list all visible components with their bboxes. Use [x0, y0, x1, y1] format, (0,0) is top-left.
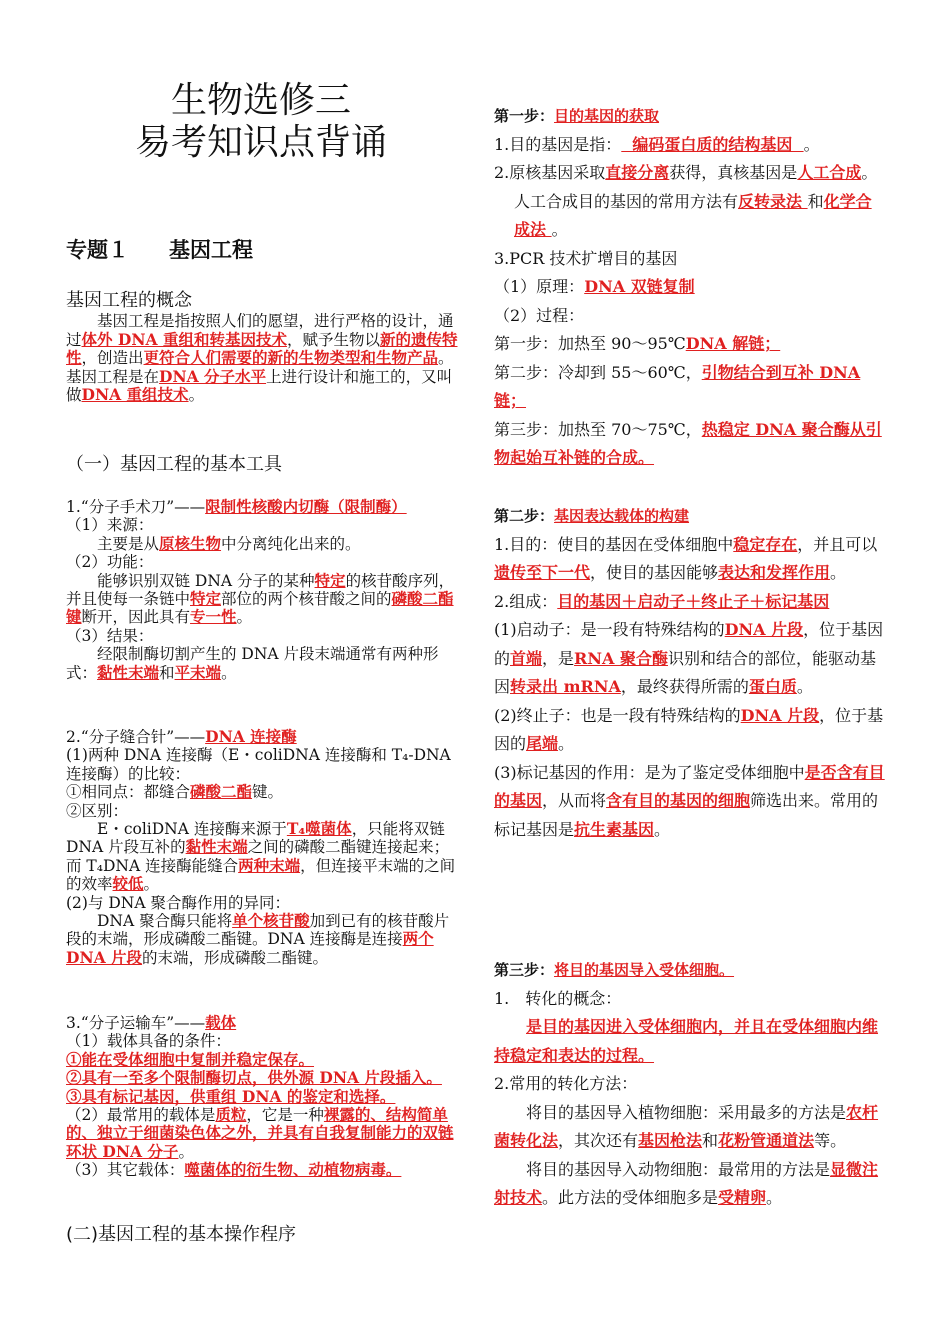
text: 。 — [796, 677, 813, 696]
highlight: 蛋白质 — [748, 677, 797, 696]
knife-title — [66, 498, 458, 516]
highlight: DNA 连接酶 — [205, 727, 297, 746]
pcr-process-label: （2）过程： — [494, 305, 585, 325]
text: 加到已有的核苷酸片段的末端，形成磷酸二酯键。DNA 连接酶是连接 — [66, 912, 450, 949]
marker-text — [494, 759, 886, 845]
text: 。 — [654, 819, 671, 839]
highlight: 黏性末端 — [185, 837, 248, 857]
text: 。 — [803, 134, 820, 154]
text: 第二步：冷却到 55～60℃， — [494, 362, 702, 382]
highlight: 体外 DNA 重组和转基因技术 — [81, 329, 287, 349]
highlight: 特定 — [314, 570, 346, 590]
text: 将目的基因导入动物细胞：最常用的方法是 — [526, 1159, 831, 1179]
step1-title — [494, 102, 886, 131]
highlight: 磷酸二酯 — [190, 782, 253, 802]
text: 识别和结合的部位，能驱动基因 — [494, 648, 876, 696]
text: 。 — [766, 1188, 783, 1207]
other-vector — [66, 1161, 458, 1179]
text: (2)终止子：也是一段有特殊结构的 — [494, 705, 741, 725]
text: 和 — [159, 663, 175, 682]
source-text — [66, 535, 458, 553]
text: 部位的两个核苷酸之间的 — [221, 590, 392, 609]
step2-section — [494, 502, 886, 844]
compare-text: (1)两种 DNA 连接酶（E・coliDNA 连接酶和 T₄-DNA 连接酶）的比较： — [66, 746, 451, 783]
highlight: 将目的基因导入受体细胞。 — [554, 961, 735, 979]
text: （3）其它载体： — [66, 1161, 185, 1180]
function-text — [66, 572, 458, 627]
highlight: 单个核苷酸 — [232, 911, 310, 931]
concept-section — [66, 292, 458, 404]
highlight: DNA 片段 — [740, 705, 820, 725]
text: 上进行设计和施工的，又叫做 — [66, 367, 453, 405]
text: ，它是一种 — [246, 1106, 324, 1125]
highlight: 载体 — [205, 1013, 237, 1032]
result-text — [66, 645, 458, 682]
text: 3.“分子运输车”—— — [66, 1014, 206, 1032]
highlight: 花粉管通道法 — [718, 1131, 815, 1150]
text: 之间的磷酸二酯键连接起来；而 T₄DNA 连接酶能缝合 — [66, 838, 450, 875]
highlight: T₄噬菌体 — [286, 819, 352, 839]
text: 等。 — [814, 1131, 847, 1150]
text: 第二步： — [494, 507, 555, 525]
highlight: 热稳定 DNA 聚合酶从引物起始互补链的合成。 — [494, 419, 882, 467]
text: 。人工合成目的基因的常用方法有 — [514, 163, 878, 211]
step3-title — [494, 956, 886, 985]
text: 。 — [236, 608, 253, 627]
diff-label: ②区别： — [66, 801, 129, 820]
highlight: 原核生物 — [159, 533, 222, 553]
highlight: 是否含有目的基因 — [494, 762, 885, 810]
text: （2）最常用的载体是 — [66, 1106, 216, 1125]
highlight: 新的遗传特性 — [66, 329, 458, 368]
text: 。 — [188, 386, 205, 405]
highlight: 基因枪法 — [638, 1131, 703, 1150]
text: ，位于基因的 — [494, 705, 884, 753]
title-line-2: 易考知识点背诵 — [134, 122, 387, 163]
text: 经限制酶切割产生的 DNA 片段末端通常有两种形式： — [66, 645, 439, 682]
highlight: 首端 — [510, 648, 543, 668]
text: 。 — [830, 563, 847, 582]
topic-name: 基因工程 — [169, 238, 253, 262]
highlight: 目的基因＋启动子＋终止子＋标记基因 — [557, 591, 830, 611]
step2-item-2 — [494, 588, 886, 617]
text: 2.组成： — [494, 591, 558, 611]
step3-item-2: 2.常用的转化方法： — [494, 1074, 638, 1093]
highlight: 编码蛋白质的结构基因 — [621, 134, 804, 154]
text: 和 — [807, 191, 824, 211]
highlight: 更符合人们需要的新的生物类型和生物产品 — [143, 348, 439, 368]
text: ①相同点：都缝合 — [66, 783, 191, 802]
source-label: （1）来源： — [66, 516, 154, 535]
text: 1.“分子手术刀”—— — [66, 498, 206, 516]
concept-paragraph — [66, 312, 458, 404]
step2-title — [494, 502, 886, 531]
step3-item-1: 1. 转化的概念： — [494, 988, 622, 1008]
concept-heading: 基因工程的概念 — [66, 290, 192, 311]
text: ，最终获得所需的 — [620, 677, 749, 696]
text: 获得，真核基因是 — [669, 163, 798, 182]
condition-2: ②具有一至多个限制酶切点，供外源 DNA 片段插入。 — [66, 1068, 442, 1088]
diff-text — [66, 820, 458, 894]
text: 断开，因此具有 — [81, 608, 191, 627]
step1-section — [494, 102, 886, 473]
text: 。 — [143, 875, 160, 894]
highlight: DNA 双链复制 — [584, 277, 695, 296]
text: ，但连接平末端的之间的效率 — [66, 856, 456, 894]
text: (1)启动子：是一段有特殊结构的 — [494, 620, 725, 639]
text: 能够识别双链 DNA 分子的某种 — [97, 571, 315, 590]
text: 将目的基因导入植物细胞：采用最多的方法是 — [526, 1102, 847, 1122]
highlight: 显微注射技术 — [494, 1159, 879, 1207]
common-vector — [66, 1106, 458, 1161]
plant-method — [494, 1099, 886, 1156]
ligase-section — [66, 728, 458, 967]
text: 和 — [702, 1131, 719, 1150]
highlight: 受精卵 — [718, 1188, 767, 1207]
tools-heading: （一）基因工程的基本工具 — [66, 454, 282, 475]
highlight: 噬菌体的衍生物、动植物病毒。 — [184, 1160, 402, 1180]
highlight: 稳定存在 — [733, 534, 798, 554]
text: E・coliDNA 连接酶来源于 — [97, 820, 287, 839]
text: 的核苷酸序列，并且使每一条链中 — [66, 571, 455, 609]
transformation-definition: 是目的基因进入受体细胞内，并且在受体细胞内维持稳定和表达的过程。 — [494, 1017, 879, 1065]
text: (3)标记基因的作用：是为了鉴定受体细胞中 — [494, 762, 805, 782]
text: 基因工程是指按照人们的愿望，进行严格的设计，通过 — [66, 312, 454, 349]
text: 1.目的：使目的基因在受体细胞中 — [494, 534, 734, 554]
title-line-1: 生物选修三 — [170, 80, 351, 121]
step2-item-1 — [494, 531, 886, 588]
step1-item-1 — [494, 131, 886, 160]
same-point — [66, 783, 458, 801]
text: 2.原核基因采取 — [494, 163, 606, 182]
highlight: 特定 — [190, 589, 222, 609]
procedure-heading: (二)基因工程的基本操作程序 — [66, 1224, 297, 1245]
text: 第三步： — [494, 961, 555, 979]
highlight: 质粒 — [215, 1105, 247, 1125]
function-label: （2）功能： — [66, 553, 154, 572]
highlight: 人工合成 — [797, 163, 862, 182]
text: 。此方法的受体细胞多是 — [542, 1188, 719, 1207]
highlight: 基因表达载体的构建 — [554, 507, 690, 525]
text: 。基因工程是在 — [66, 349, 454, 386]
text: 第一步： — [494, 107, 555, 125]
highlight: 限制性核酸内切酶（限制酶） — [205, 497, 407, 516]
text: 中分离纯化出来的。 — [221, 534, 361, 553]
condition-label: （1）载体具备的条件： — [66, 1032, 231, 1051]
knife-section — [66, 498, 458, 682]
polymerase-label: (2)与 DNA 聚合酶作用的异同： — [66, 893, 290, 912]
condition-1: ①能在受体细胞中复制并稳定保存。 — [66, 1049, 315, 1069]
text: ，是 — [542, 648, 575, 668]
highlight: 化学合成法 — [514, 191, 872, 239]
highlight: 农杆菌转化法 — [494, 1102, 879, 1150]
highlight: 抗生素基因 — [574, 819, 655, 839]
highlight: 含有目的基因的细胞 — [606, 791, 751, 810]
step1-item-2 — [494, 159, 886, 245]
text: 2.“分子缝合针”—— — [66, 728, 206, 746]
highlight: 表达和发挥作用 — [718, 563, 831, 582]
highlight: 裸露的、结构简单的、独立于细菌染色体之外，并具有自我复制能力的双链环状 DNA 分子 — [66, 1105, 454, 1161]
highlight: 专一性 — [190, 607, 237, 627]
text: DNA 聚合酶只能将 — [97, 912, 233, 931]
highlight: DNA 片段 — [724, 620, 804, 639]
topic-label: 专题１ — [66, 238, 129, 262]
vector-section — [66, 1014, 458, 1180]
pcr-principle — [494, 273, 886, 302]
text: ，使目的基因能够 — [590, 563, 719, 582]
highlight: 引物结合到互补 DNA 链； — [494, 362, 861, 410]
terminator-text — [494, 702, 886, 759]
highlight: 遗传至下一代 — [494, 563, 591, 582]
text: ，其次还有 — [558, 1131, 639, 1150]
highlight: 较低 — [112, 874, 144, 894]
highlight: DNA 解链； — [685, 334, 781, 353]
step1-item-3: 3.PCR 技术扩增目的基因 — [494, 248, 678, 268]
highlight: 转录出 mRNA — [510, 677, 621, 696]
text: 键。 — [252, 783, 284, 802]
highlight: DNA 分子水平 — [159, 366, 267, 386]
text: ，只能将双链 DNA 片段互补的 — [66, 820, 445, 857]
text: （1）原理： — [494, 277, 585, 296]
text: ，从而将 — [542, 791, 607, 810]
pcr-step-3 — [494, 416, 886, 473]
text: 第三步：加热至 70～75℃， — [494, 419, 702, 439]
step3-section — [494, 956, 886, 1213]
promoter-text — [494, 616, 886, 702]
highlight: 目的基因的获取 — [554, 107, 660, 125]
vector-title — [66, 1014, 458, 1032]
text: 第一步：加热至 90～95℃ — [494, 334, 686, 353]
text: 。 — [178, 1142, 194, 1161]
polymerase-text — [66, 912, 458, 967]
page-title — [66, 80, 456, 164]
highlight: 反转录法 — [738, 191, 808, 211]
highlight: 磷酸二酯键 — [66, 589, 454, 627]
text: 筛选出来。常用的标记基因是 — [494, 791, 879, 839]
text: 主要是从 — [97, 534, 160, 553]
text: 。 — [221, 663, 237, 682]
highlight: RNA 聚合酶 — [574, 648, 668, 668]
highlight: 两种末端 — [238, 855, 301, 875]
highlight: 平末端 — [174, 662, 222, 682]
text: 。 — [558, 734, 575, 753]
ligase-title — [66, 728, 458, 746]
highlight: 尾端 — [526, 734, 559, 753]
text: ，赋予生物以 — [286, 330, 380, 349]
highlight: DNA 重组技术 — [81, 385, 189, 405]
result-label: （3）结果： — [66, 626, 154, 645]
text: 。 — [551, 220, 568, 239]
topic-heading — [66, 234, 253, 264]
text: 的末端，形成磷酸二酯键。 — [142, 948, 329, 967]
animal-method — [494, 1156, 886, 1213]
text: ，并且可以 — [797, 534, 878, 554]
highlight: 直接分离 — [605, 163, 670, 182]
text: ，位于基因的 — [494, 620, 884, 668]
pcr-step-1 — [494, 330, 886, 359]
condition-3: ③具有标记基因，供重组 DNA 的鉴定和选择。 — [66, 1086, 396, 1106]
pcr-step-2 — [494, 359, 886, 416]
text: 1.目的基因是指： — [494, 134, 622, 154]
text: ，创造出 — [81, 349, 144, 368]
highlight: 两个 DNA 片段 — [66, 929, 434, 967]
highlight: 黏性末端 — [97, 662, 160, 682]
